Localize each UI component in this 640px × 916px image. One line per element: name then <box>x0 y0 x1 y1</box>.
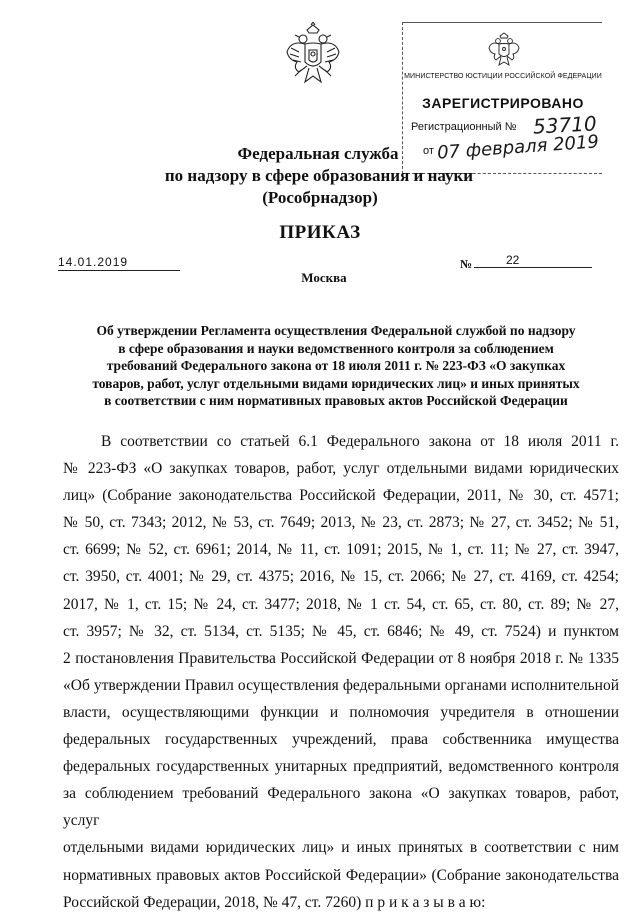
org-name-line1: Федеральная служба <box>237 144 399 163</box>
body-line: отдельными видами юридических лиц» и иных принятых в соответствии с ним <box>63 839 619 857</box>
order-subject <box>86 322 586 410</box>
body-line: № 50, ст. 7343; 2012, № 53, ст. 7649; 2013, № 23, ст. 2873; № 27, ст. 3452; № 51, <box>63 514 619 532</box>
org-name-line2: по надзору в сфере образования и науки <box>164 166 474 185</box>
body-line: федеральных государственных унитарных предприятий, ведомственного контроля <box>63 758 619 776</box>
body-line: за соблюдением требований Федерального закона «О закупках товаров, работ, услуг <box>63 785 619 830</box>
body-line: «Об утверждении Правил осуществления федеральными органами исполнительной <box>63 676 619 694</box>
order-date: 14.01.2019 <box>58 255 180 271</box>
stamp-reg-label: Регистрационный № <box>411 121 517 133</box>
subject-line: требований Федерального закона от 18 июля 2011 г. № 223-ФЗ «О закупках <box>106 358 566 374</box>
coat-of-arms-emblem <box>283 22 343 90</box>
document-title: ПРИКАЗ <box>279 222 361 243</box>
body-line: № 223-ФЗ «О закупках товаров, работ, услуг отдельными видами юридических <box>63 460 619 478</box>
stamp-date-label: от <box>423 145 434 157</box>
org-name-line3: (Рособрнадзор) <box>262 188 378 207</box>
body-line: ст. 3957; № 32, ст. 5134, ст. 5135; № 45, ст. 6846; № 49, ст. 7524) и пунктом <box>63 622 619 640</box>
body-line: 2 постановления Правительства Российской Федерации от 8 ноября 2018 г. № 1335 <box>63 649 619 667</box>
subject-line: Об утверждении Регламента осуществления Федеральной службой по надзору <box>96 323 576 338</box>
stamp-handwritten-date: 07 февраля 2019 <box>436 131 600 164</box>
order-number-label: № <box>460 257 473 271</box>
subject-line: в соответствии с ним нормативных правовых актов Российской Федерации <box>104 393 568 409</box>
body-line: 2017, № 1, ст. 15; № 24, ст. 3477; 2018, № 1 ст. 54, ст. 65, ст. 80, ст. 89; № 27, <box>63 595 619 613</box>
stamp-emblem-icon <box>487 31 521 69</box>
stamp-ministry-text: МИНИСТЕРСТВО ЮСТИЦИИ РОССИЙСКОЙ ФЕДЕРАЦИИ <box>404 73 602 80</box>
stamp-reg-number: 53710 <box>532 111 598 139</box>
body-line: ст. 3950, ст. 4001; № 29, ст. 4375; 2016, № 15, ст. 2066; № 27, ст. 4169, ст. 4254; <box>63 568 619 586</box>
city-name: Москва <box>301 270 347 285</box>
subject-line: товаров, работ, услуг отдельными видами юридических лиц» и иных принятых <box>92 375 580 391</box>
body-line: лиц» (Собрание законодательства Российской Федерации, 2011, № 30, ст. 4571; <box>63 487 619 505</box>
order-body-text <box>63 428 619 916</box>
body-line: власти, осуществляющими функции и полномочия учредителя в отношении <box>63 703 619 721</box>
body-line: Российской Федерации, 2018, № 47, ст. 7260) п р и к а з ы в а ю: <box>63 893 486 911</box>
order-number: 22 <box>474 253 592 268</box>
stamp-registered-text: ЗАРЕГИСТРИРОВАНО <box>422 95 584 111</box>
subject-line: в сфере образования и науки ведомственного контроля за соблюдением <box>118 340 554 356</box>
body-line: нормативных правовых актов Российской Федерации» (Собрание законодательства <box>63 866 619 884</box>
body-line: В соответствии со статьей 6.1 Федерального закона от 18 июля 2011 г. <box>101 433 619 450</box>
body-line: федеральных государственных учреждений, права собственника имущества <box>63 731 619 749</box>
body-line: ст. 6699; № 52, ст. 6961; 2014, № 11, ст. 1091; 2015, № 1, ст. 11; № 27, ст. 3947, <box>63 541 619 559</box>
